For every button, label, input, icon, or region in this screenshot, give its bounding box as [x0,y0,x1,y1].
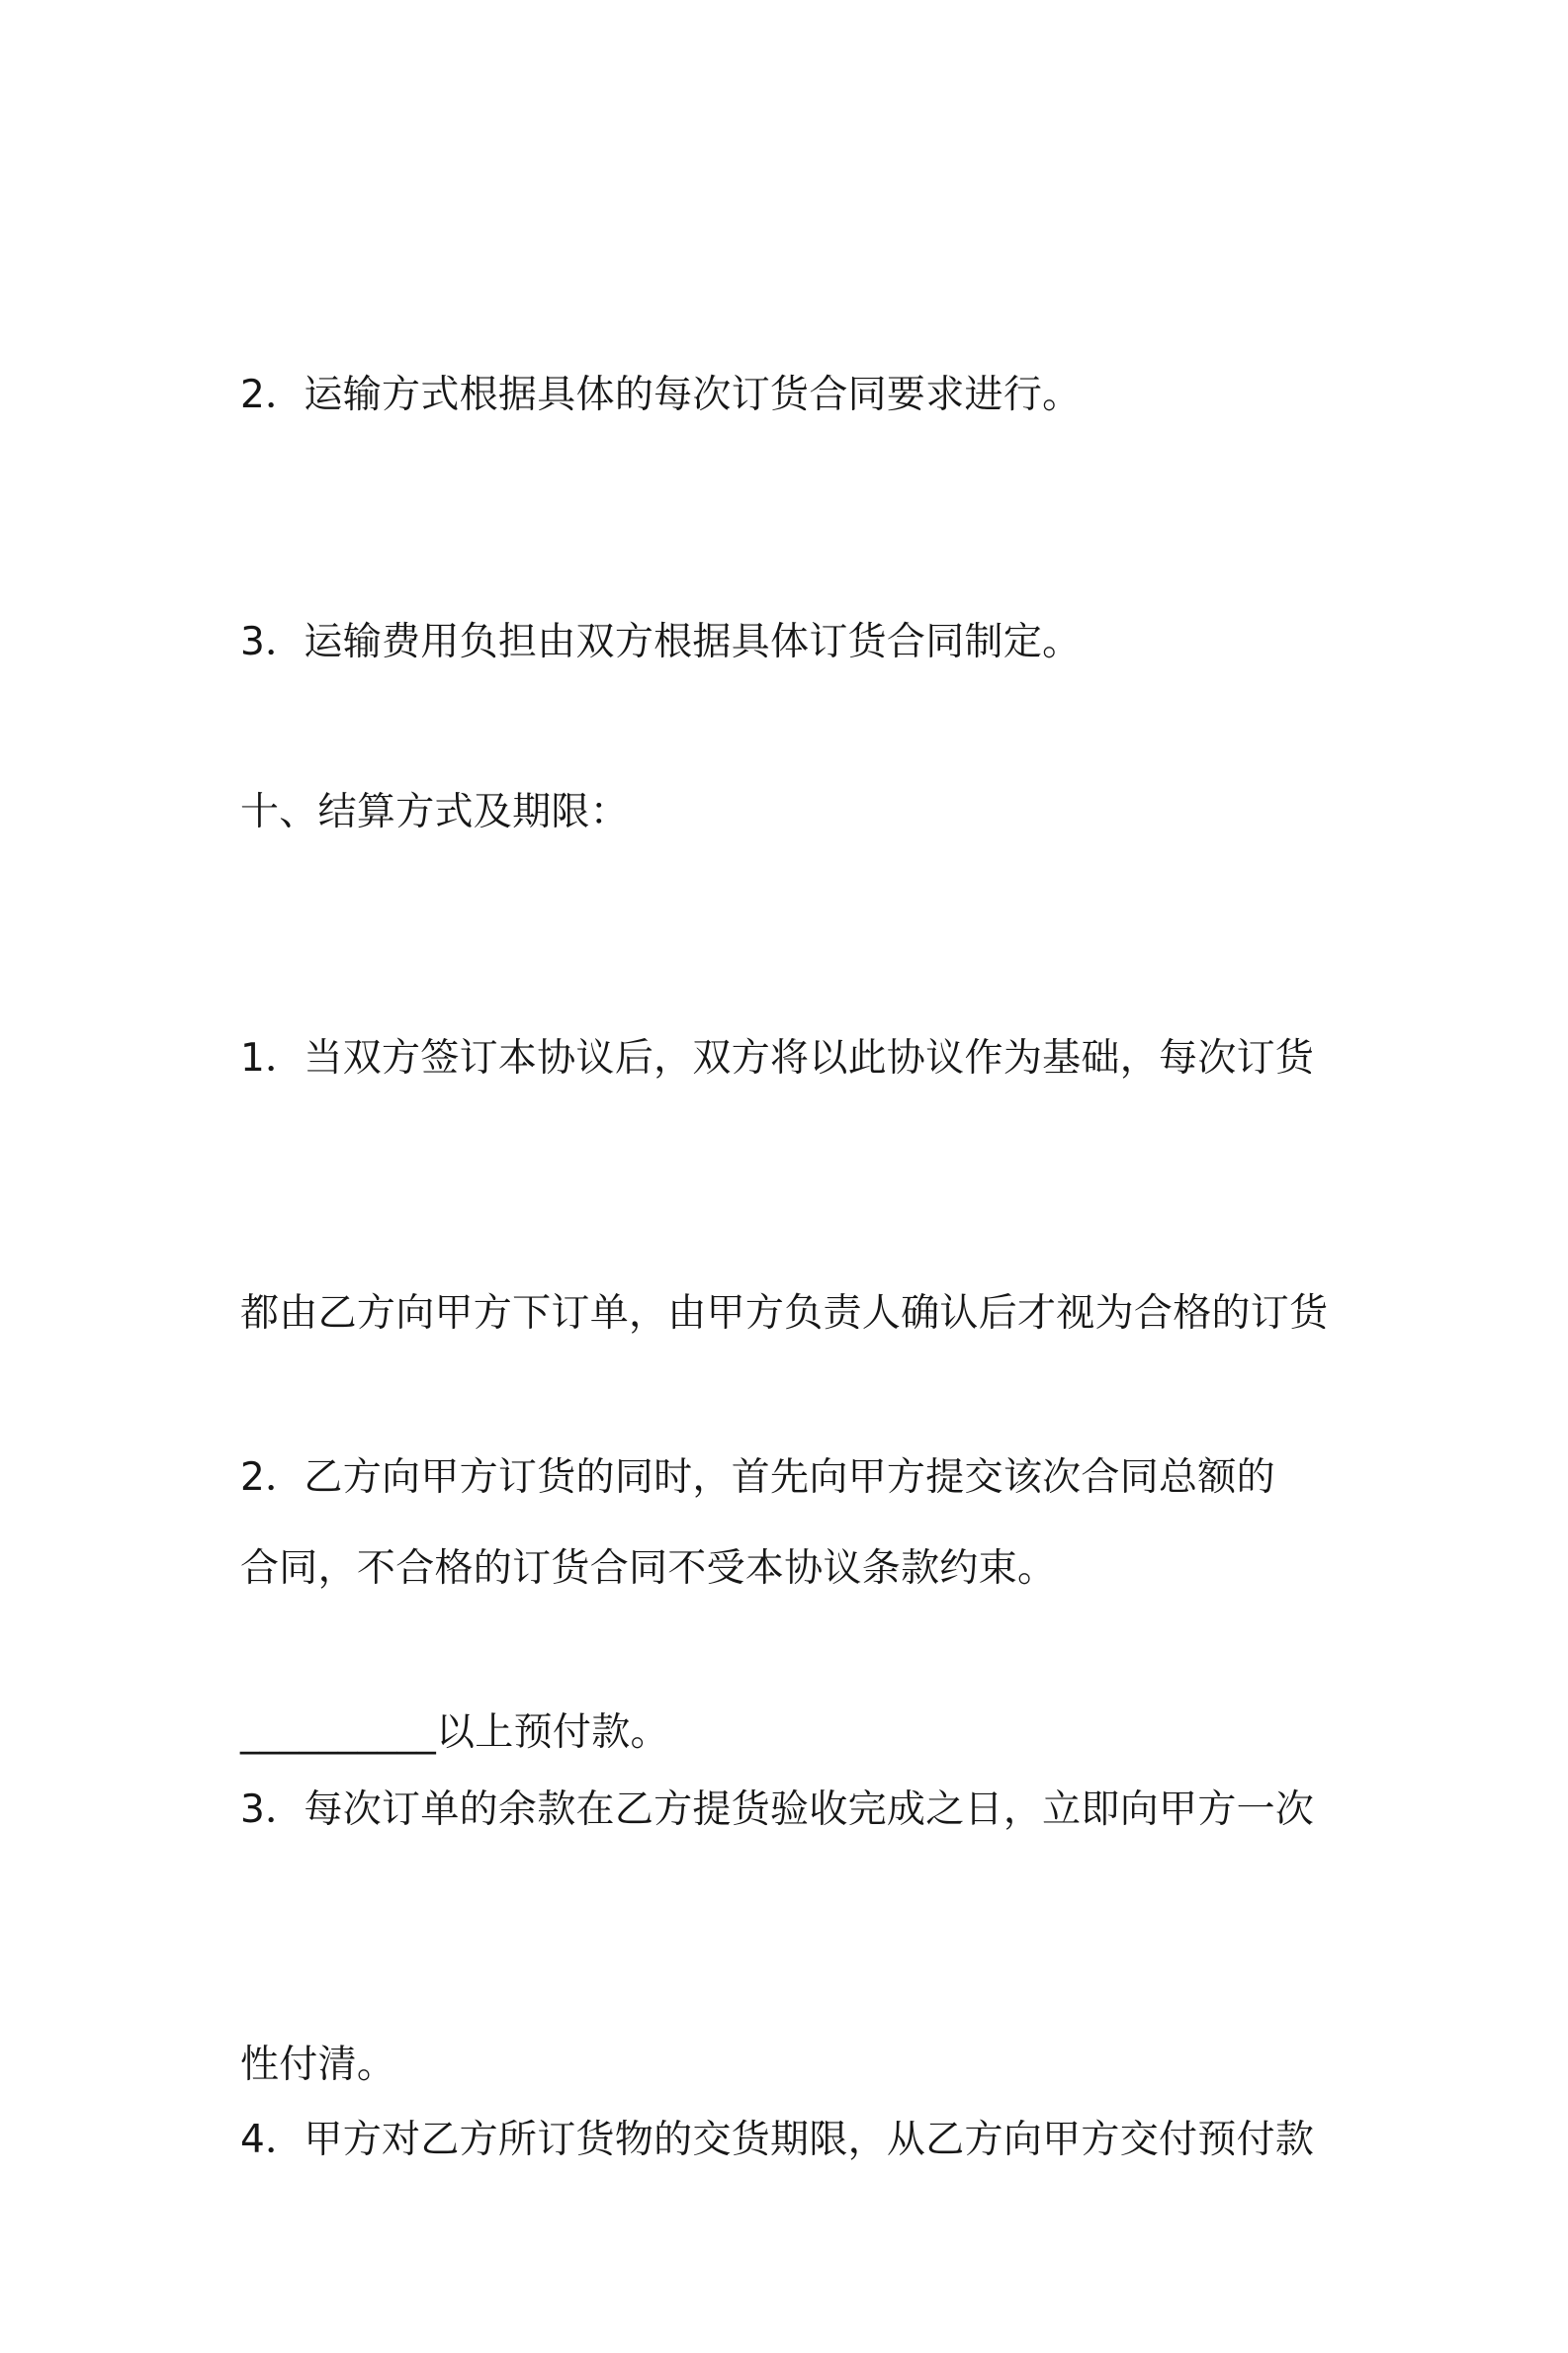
text-line: 3．运输费用负担由双方根据具体订货合同制定。 [240,620,1082,664]
text-line: 3．每次订单的余款在乙方提货验收完成之日，立即向甲方一次 [240,1787,1315,1832]
text-line: 2．乙方向甲方订货的同时，首先向甲方提交该次合同总额的 [240,1455,1275,1500]
text-line: 1．当双方签订本协议后，双方将以此协议作为基础，每次订货 [240,1036,1315,1081]
heading-line: 十、结算方式及期限： [240,790,630,834]
text-line: 都由乙方向甲方下订单，由甲方负责人确认后才视为合格的订货 [240,1291,1329,1336]
text-line: __________以上预付款。 [240,1710,669,1755]
clause-4-delivery-term [240,1928,1348,2353]
text-line: 4．甲方对乙方所订货物的交货期限，从乙方向甲方交付预付款 [240,2118,1315,2162]
text-line: 2．运输方式根据具体的每次订货合同要求进行。 [240,373,1082,417]
text-line: 性付清。 [240,2043,396,2087]
text-line: 合同，不合格的订货合同不受本协议条款约束。 [240,1546,1057,1591]
